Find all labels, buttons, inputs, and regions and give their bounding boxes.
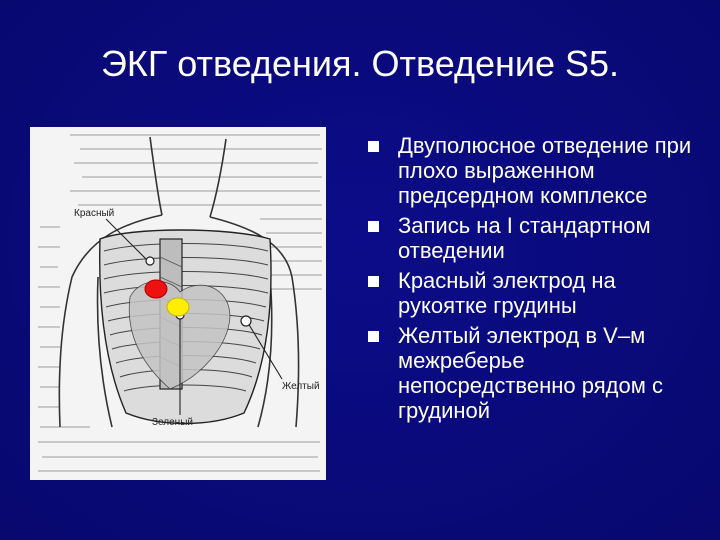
bullet-item bbox=[362, 133, 702, 208]
square-bullet-icon bbox=[368, 221, 379, 232]
label-green: Зеленый bbox=[152, 417, 193, 428]
bullet-list bbox=[362, 133, 702, 428]
square-bullet-icon bbox=[368, 276, 379, 287]
slide-title: ЭКГ отведения. Отведение S5. bbox=[100, 43, 620, 84]
bullet-item bbox=[362, 268, 702, 318]
square-bullet-icon bbox=[368, 141, 379, 152]
bullet-item bbox=[362, 323, 702, 423]
square-bullet-icon bbox=[368, 331, 379, 342]
bullet-text: Желтый электрод в V–м межреберье непосредственно рядом с грудиной bbox=[398, 323, 663, 423]
rib-cage bbox=[100, 230, 271, 424]
chest-diagram-svg bbox=[30, 127, 326, 480]
red-electrode bbox=[145, 280, 167, 298]
label-red: Красный bbox=[74, 208, 115, 219]
bullet-text: Запись на I стандартном отведении bbox=[398, 213, 651, 263]
bullet-text: Красный электрод на рукоятке грудины bbox=[398, 268, 616, 318]
chest-electrode-diagram bbox=[30, 127, 326, 480]
bullet-text: Двуполюсное отведение при плохо выраженном предсердном комплексе bbox=[398, 133, 692, 208]
bullet-item bbox=[362, 213, 702, 263]
label-yellow: Желтый bbox=[282, 381, 320, 392]
yellow-electrode bbox=[167, 298, 189, 316]
